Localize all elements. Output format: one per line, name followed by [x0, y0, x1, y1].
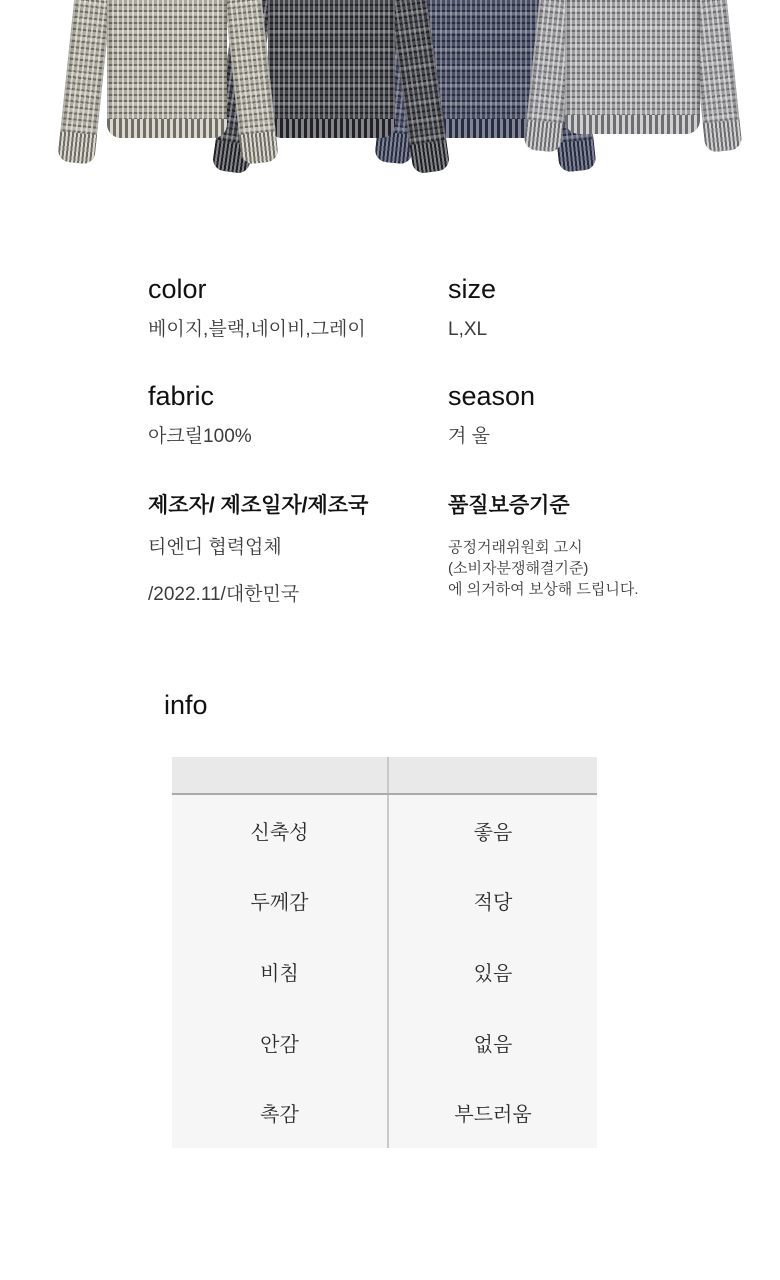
- table-row-sheerness: [172, 936, 597, 1007]
- info-table-header-row: [172, 757, 597, 795]
- sweater-torso: [107, 0, 227, 138]
- spec-quality-line1: 공정거래위원회 고시: [448, 539, 583, 557]
- spec-season-value: 겨 울: [448, 426, 490, 448]
- spec-manufacturer-line1: 티엔디 협력업체: [148, 537, 282, 559]
- table-row-thickness: [172, 866, 597, 937]
- table-row-value: 없음: [387, 1007, 597, 1078]
- spec-manufacturer-label: 제조자/ 제조일자/제조국: [148, 494, 369, 517]
- sweater-gray: [540, 0, 726, 174]
- spec-quality-line3: 에 의거하여 보상해 드립니다.: [448, 581, 639, 599]
- spec-season-label: season: [448, 381, 536, 411]
- sweater-cuff: [523, 119, 563, 153]
- info-table: [172, 757, 597, 1148]
- table-row-label: 신축성: [250, 821, 309, 844]
- table-row-lining: [172, 1007, 597, 1078]
- sweater-hem: [268, 119, 395, 138]
- spec-fabric-value: 아크릴100%: [148, 426, 252, 448]
- sweater-cuff: [57, 131, 97, 165]
- table-row-value: 적당: [387, 866, 597, 937]
- spec-color-label: color: [148, 274, 207, 304]
- info-section-title: info: [164, 690, 208, 720]
- sweater-cuff: [239, 131, 279, 165]
- spec-size: [448, 274, 748, 342]
- info-table-header-right: [387, 757, 597, 793]
- spec-color: [148, 274, 448, 342]
- table-row-label: 촉감: [260, 1104, 299, 1127]
- table-row-label: 안감: [260, 1033, 299, 1056]
- spec-fabric-label: fabric: [148, 381, 215, 411]
- spec-manufacturer: [148, 492, 448, 607]
- info-table-header-left: [172, 757, 387, 793]
- sweater-cuff: [703, 119, 743, 153]
- spec-color-value: 베이지,블랙,네이비,그레이: [148, 319, 366, 341]
- sweater-hem: [107, 119, 227, 138]
- spec-quality-label: 품질보증기준: [448, 494, 570, 517]
- sweater-hem: [565, 115, 700, 134]
- table-row-label: 비침: [260, 962, 299, 985]
- spec-season: [448, 381, 748, 449]
- table-row-texture: [172, 1077, 597, 1148]
- spec-quality-guarantee: [448, 492, 768, 600]
- table-row-label: 두께감: [250, 892, 309, 915]
- spec-size-label: size: [448, 274, 497, 304]
- spec-fabric: [148, 381, 448, 449]
- sweater-beige: [75, 0, 261, 174]
- table-row-value: 좋음: [387, 795, 597, 866]
- spec-size-value: L,XL: [448, 319, 488, 341]
- table-row-stretch: [172, 795, 597, 866]
- spec-manufacturer-line2: /2022.11/대한민국: [148, 584, 300, 606]
- spec-quality-line2: (소비자분쟁해결기준): [448, 560, 589, 578]
- table-row-value: 있음: [387, 936, 597, 1007]
- sweater-torso: [565, 0, 700, 134]
- product-image: [0, 0, 780, 232]
- sweater-torso: [268, 0, 395, 138]
- table-row-value: 부드러움: [387, 1077, 597, 1148]
